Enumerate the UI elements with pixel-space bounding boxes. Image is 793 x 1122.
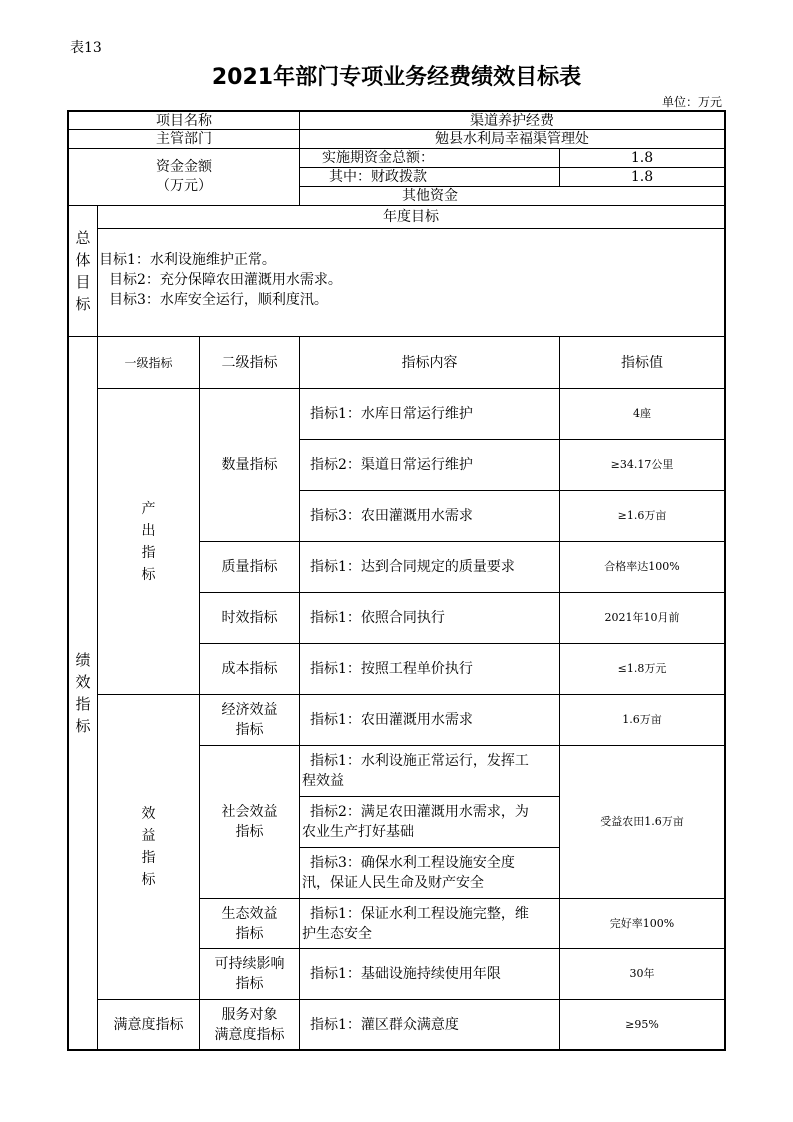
indicator-content: 指标3：农田灌溉用水需求 <box>310 508 473 524</box>
perf-indicator-side-label: 绩 效 指 标 <box>75 651 91 735</box>
header-level2: 二级指标 <box>221 354 278 371</box>
goal-list <box>99 250 719 310</box>
project-name-label: 项目名称 <box>156 112 212 129</box>
page-title: 2021年部门专项业务经费绩效目标表 <box>211 65 582 90</box>
indicator-content: 指标1：保证水利工程设施完整，维 护生态安全 <box>302 905 529 942</box>
indicator-value: ≥1.6万亩 <box>617 509 667 522</box>
indicator-value: ≥95% <box>625 1017 659 1031</box>
goal-item: 目标1：水利设施维护正常。 <box>99 252 276 268</box>
indicator-value: 30年 <box>629 967 655 980</box>
economic-benefit-label: 经济效益 指标 <box>221 702 278 738</box>
overall-goal-side-label: 总 体 目 标 <box>75 229 91 313</box>
header-level1: 一级指标 <box>124 355 173 370</box>
header-content: 指标内容 <box>401 354 458 371</box>
indicator-content: 指标2：渠道日常运行维护 <box>310 457 473 473</box>
grid-line <box>724 110 726 1051</box>
unit-label: 单位：万元 <box>661 95 722 109</box>
quality-indicator-label: 质量指标 <box>221 559 278 575</box>
indicator-content: 指标1：水利设施正常运行，发挥工 程效益 <box>302 753 529 789</box>
indicator-value: 2021年10月前 <box>604 611 680 624</box>
project-name-value: 渠道养护经费 <box>470 112 554 129</box>
indicator-value: 完好率100% <box>609 916 675 930</box>
goal-item: 目标2：充分保障农田灌溉用水需求。 <box>109 272 342 288</box>
fund-fiscal-value: 1.8 <box>630 169 654 185</box>
dept-value: 勉县水利局幸福渠管理处 <box>435 131 589 147</box>
indicator-content: 指标2：满足农田灌溉用水需求，为 农业生产打好基础 <box>302 804 529 840</box>
header-value: 指标值 <box>621 354 663 371</box>
service-satisfaction-label: 服务对象 满意度指标 <box>214 1006 285 1043</box>
indicator-content: 指标1：农田灌溉用水需求 <box>310 712 473 728</box>
indicator-content: 指标3：确保水利工程设施安全度 汛，保证人民生命及财产安全 <box>302 855 515 891</box>
fund-total-value: 1.8 <box>630 150 654 166</box>
social-benefit-label: 社会效益 指标 <box>221 804 278 840</box>
quantity-indicator-label: 数量指标 <box>221 457 278 473</box>
indicator-content: 指标1：基础设施持续使用年限 <box>310 966 501 982</box>
cost-indicator-label: 成本指标 <box>221 661 278 677</box>
indicator-content: 指标1：水库日常运行维护 <box>310 406 473 422</box>
goal-item: 目标3：水库安全运行，顺利度汛。 <box>109 292 328 308</box>
indicator-content: 指标1：按照工程单价执行 <box>310 661 473 677</box>
ecological-benefit-label: 生态效益 指标 <box>221 905 278 942</box>
timeliness-indicator-label: 时效指标 <box>221 610 278 626</box>
sustainable-impact-label: 可持续影响 指标 <box>214 956 285 992</box>
indicator-content: 指标1：达到合同规定的质量要求 <box>310 559 515 575</box>
indicator-content: 指标1：灌区群众满意度 <box>310 1016 459 1033</box>
fund-label <box>69 149 299 205</box>
fund-label-line1: 资金金额 <box>156 159 212 175</box>
indicator-value: 合格率达100% <box>604 560 680 573</box>
grid-line <box>97 228 725 229</box>
fund-other-label: 其他资金 <box>402 188 458 204</box>
indicator-value: 1.6万亩 <box>622 713 662 726</box>
satisfaction-indicator-label: 满意度指标 <box>113 1016 184 1033</box>
indicator-value: 受益农田1.6万亩 <box>600 815 684 828</box>
indicator-value: 4座 <box>633 407 651 420</box>
fund-fiscal-label: 其中：财政拨款 <box>329 169 427 185</box>
sheet-code: 表13 <box>70 40 102 56</box>
indicator-content: 指标1：依照合同执行 <box>310 610 445 626</box>
annual-goal-header: 年度目标 <box>383 209 439 225</box>
fund-other-value <box>560 187 724 205</box>
fund-label-line2: （万元） <box>156 178 212 194</box>
grid-line <box>67 1049 726 1051</box>
output-indicator-label: 产 出 指 标 <box>141 500 156 583</box>
benefit-indicator-label: 效 益 指 标 <box>141 806 156 888</box>
indicator-value: ≥34.17公里 <box>610 458 674 471</box>
fund-total-label: 实施期资金总额： <box>322 150 434 166</box>
indicator-value: ≤1.8万元 <box>617 662 667 675</box>
dept-label: 主管部门 <box>156 131 212 147</box>
